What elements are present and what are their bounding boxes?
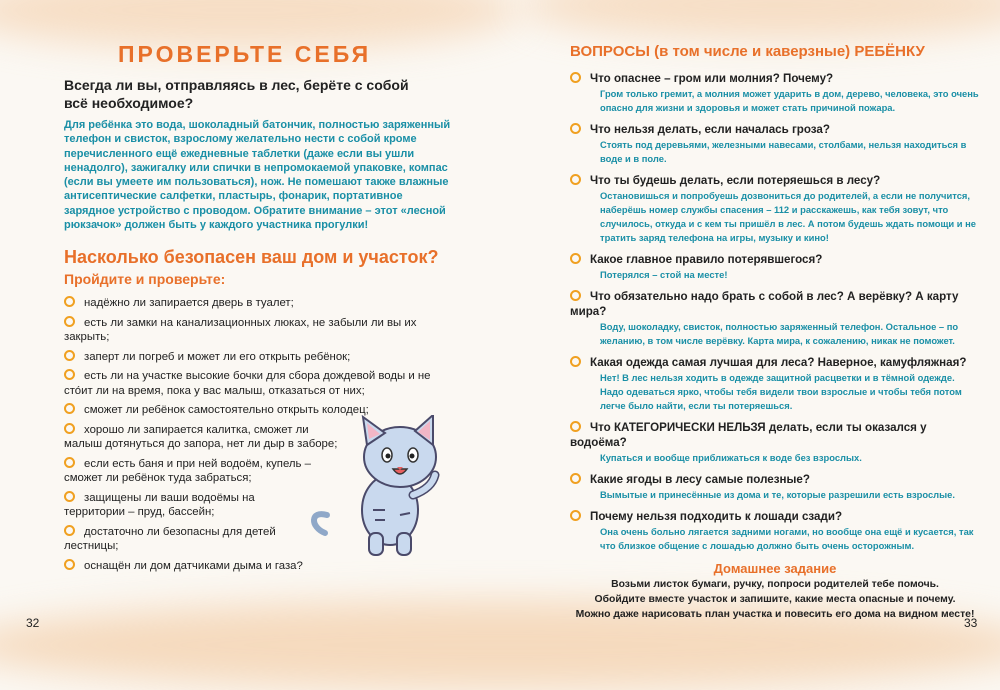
bullet-icon (64, 403, 75, 414)
qa-item: Что обязательно надо брать с собой в лес? А верёвку? А карту мира? Воду, шоколадку, свисток, полностью заряженный телефон. Остальное – по желанию, в том числе верёвку. Карта мира, к сожалению, никак не поможет. (570, 290, 959, 346)
list-item: сможет ли ребёнок самостоятельно открыть колодец; (64, 403, 456, 418)
list-item: есть ли замки на канализационных люках, не забыли ли вы их закрыть; (64, 316, 417, 344)
questions-title: ВОПРОСЫ (в том числе и каверзные) РЕБЁНКУ (570, 43, 925, 60)
bullet-icon (64, 423, 75, 434)
list-item: защищены ли ваши водоёмы на территории – пруд, бассейн; (64, 491, 255, 519)
bullet-icon (64, 350, 75, 361)
bullet-icon (570, 72, 581, 83)
page-number: 32 (26, 616, 40, 630)
checklist (64, 296, 456, 573)
list-item: достаточно ли безопасны для детей лестницы; (64, 525, 276, 553)
page-title: ПРОВЕРЬТЕ СЕБЯ (118, 41, 372, 67)
list-item: заперт ли погреб и может ли его открыть ребёнок; (64, 350, 456, 365)
qa-item: Что ты будешь делать, если потеряешься в лесу? Остановишься и попробуешь дозвониться до родителей, а если не получится, наберёшь номер службы спасения – 112 и расскажешь, как тебя зовут, что случилось, откуда и с кем ты пришёл в лес. А потом будешь ждать помощи и не тратить заряд телефона на игры, музыку и кино! (570, 173, 980, 245)
watercolor-wash (520, 0, 1000, 40)
qa-item: Какие ягоды в лесу самые полезные? Вымытые и принесённые из дома и те, которые разрешили есть взрослые. (570, 472, 980, 502)
list-item: хорошо ли запирается калитка, сможет ли малыш дотянуться до запора, нет ли дыр в заборе; (64, 423, 338, 451)
bullet-icon (570, 123, 581, 134)
section-heading: Насколько безопасен ваш дом и участок? (64, 247, 439, 268)
qa-item: Почему нельзя подходить к лошади сзади? Она очень больно лягается задними ногами, но вообще она ещё и кусается, так что близкое общение с лошадью должно быть очень осторожным. (570, 509, 980, 553)
bullet-icon (64, 369, 75, 380)
bullet-icon (64, 457, 75, 468)
intro-question: Всегда ли вы, отправляясь в лес, берёте с собой всё необходимое? (64, 77, 409, 111)
bullet-icon (570, 174, 581, 185)
homework-text: Возьми листок бумаги, ручку, попроси родителей тебе помочь. Обойдите вместе участок и запишите, какие места опасные и почему. Можно даже нарисовать план участка и повесить его дома на видном месте! (575, 579, 975, 620)
bullet-icon (64, 491, 75, 502)
bullet-icon (570, 473, 581, 484)
bullet-icon (64, 316, 75, 327)
list-item: оснащён ли дом датчиками дыма и газа? (64, 559, 304, 574)
list-item: если есть баня и при ней водоём, купель – сможет ли ребёнок туда забраться; (64, 457, 311, 485)
left-column (64, 40, 456, 578)
qa-item: Что нельзя делать, если началась гроза? Стоять под деревьями, железными навесами, столбами, нельзя находиться в воде и в поле. (570, 122, 980, 166)
section-subheading: Пройдите и проверьте: (64, 271, 226, 288)
bullet-icon (64, 296, 75, 307)
intro-answer: Для ребёнка это вода, шоколадный батончик, полностью заряженный телефон и свисток, взрослому желательно нести с собой кроме перечисленного ещё ежедневные таблетки (даже если вы ушли ненадолго), зажигалку или спички в непромокаемой упаковке, компас (если вы умеете им пользоваться), нож. Не помешают также влажные антисептические салфетки, пластырь, фонарик, портативное зарядное устройство с проводом. Обратите внимание – этот «лесной рюкзачок» должен быть у каждого участника прогулки! (64, 119, 451, 232)
right-column (570, 42, 980, 622)
page-number: 33 (964, 616, 978, 630)
list-item: надёжно ли запирается дверь в туалет; (64, 296, 456, 311)
qa-item: Какое главное правило потерявшегося? Потерялся – стой на месте! (570, 252, 980, 282)
bullet-icon (570, 253, 581, 264)
bullet-icon (570, 510, 581, 521)
qa-item: Что опаснее – гром или молния? Почему? Гром только гремит, а молния может ударить в дом, дерево, человека, это очень опасно для жизни и здоровья и может стать причиной пожара. (570, 71, 980, 115)
bullet-icon (570, 356, 581, 367)
bullet-icon (64, 559, 75, 570)
bullet-icon (64, 525, 75, 536)
bullet-icon (570, 290, 581, 301)
list-item: есть ли на участке высокие бочки для сбора дождевой воды и не сто́ит ли на время, пока у вас малыш, отказаться от них; (64, 370, 431, 397)
homework-title: Домашнее задание (713, 561, 837, 576)
bullet-icon (570, 421, 581, 432)
qa-item: Что КАТЕГОРИЧЕСКИ НЕЛЬЗЯ делать, если ты оказался у водоёма? Купаться и вообще приближаться к воде без взрослых. (570, 421, 927, 463)
qa-item: Какая одежда самая лучшая для леса? Наверное, камуфляжная? Нет! В лес нельзя ходить в одежде защитной расцветки и в тёмной одежде. Надо одеваться ярко, чтобы тебя видели твои взрослые и чтобы тебя потом легче было найти, если ты потеряешься. (570, 355, 980, 413)
